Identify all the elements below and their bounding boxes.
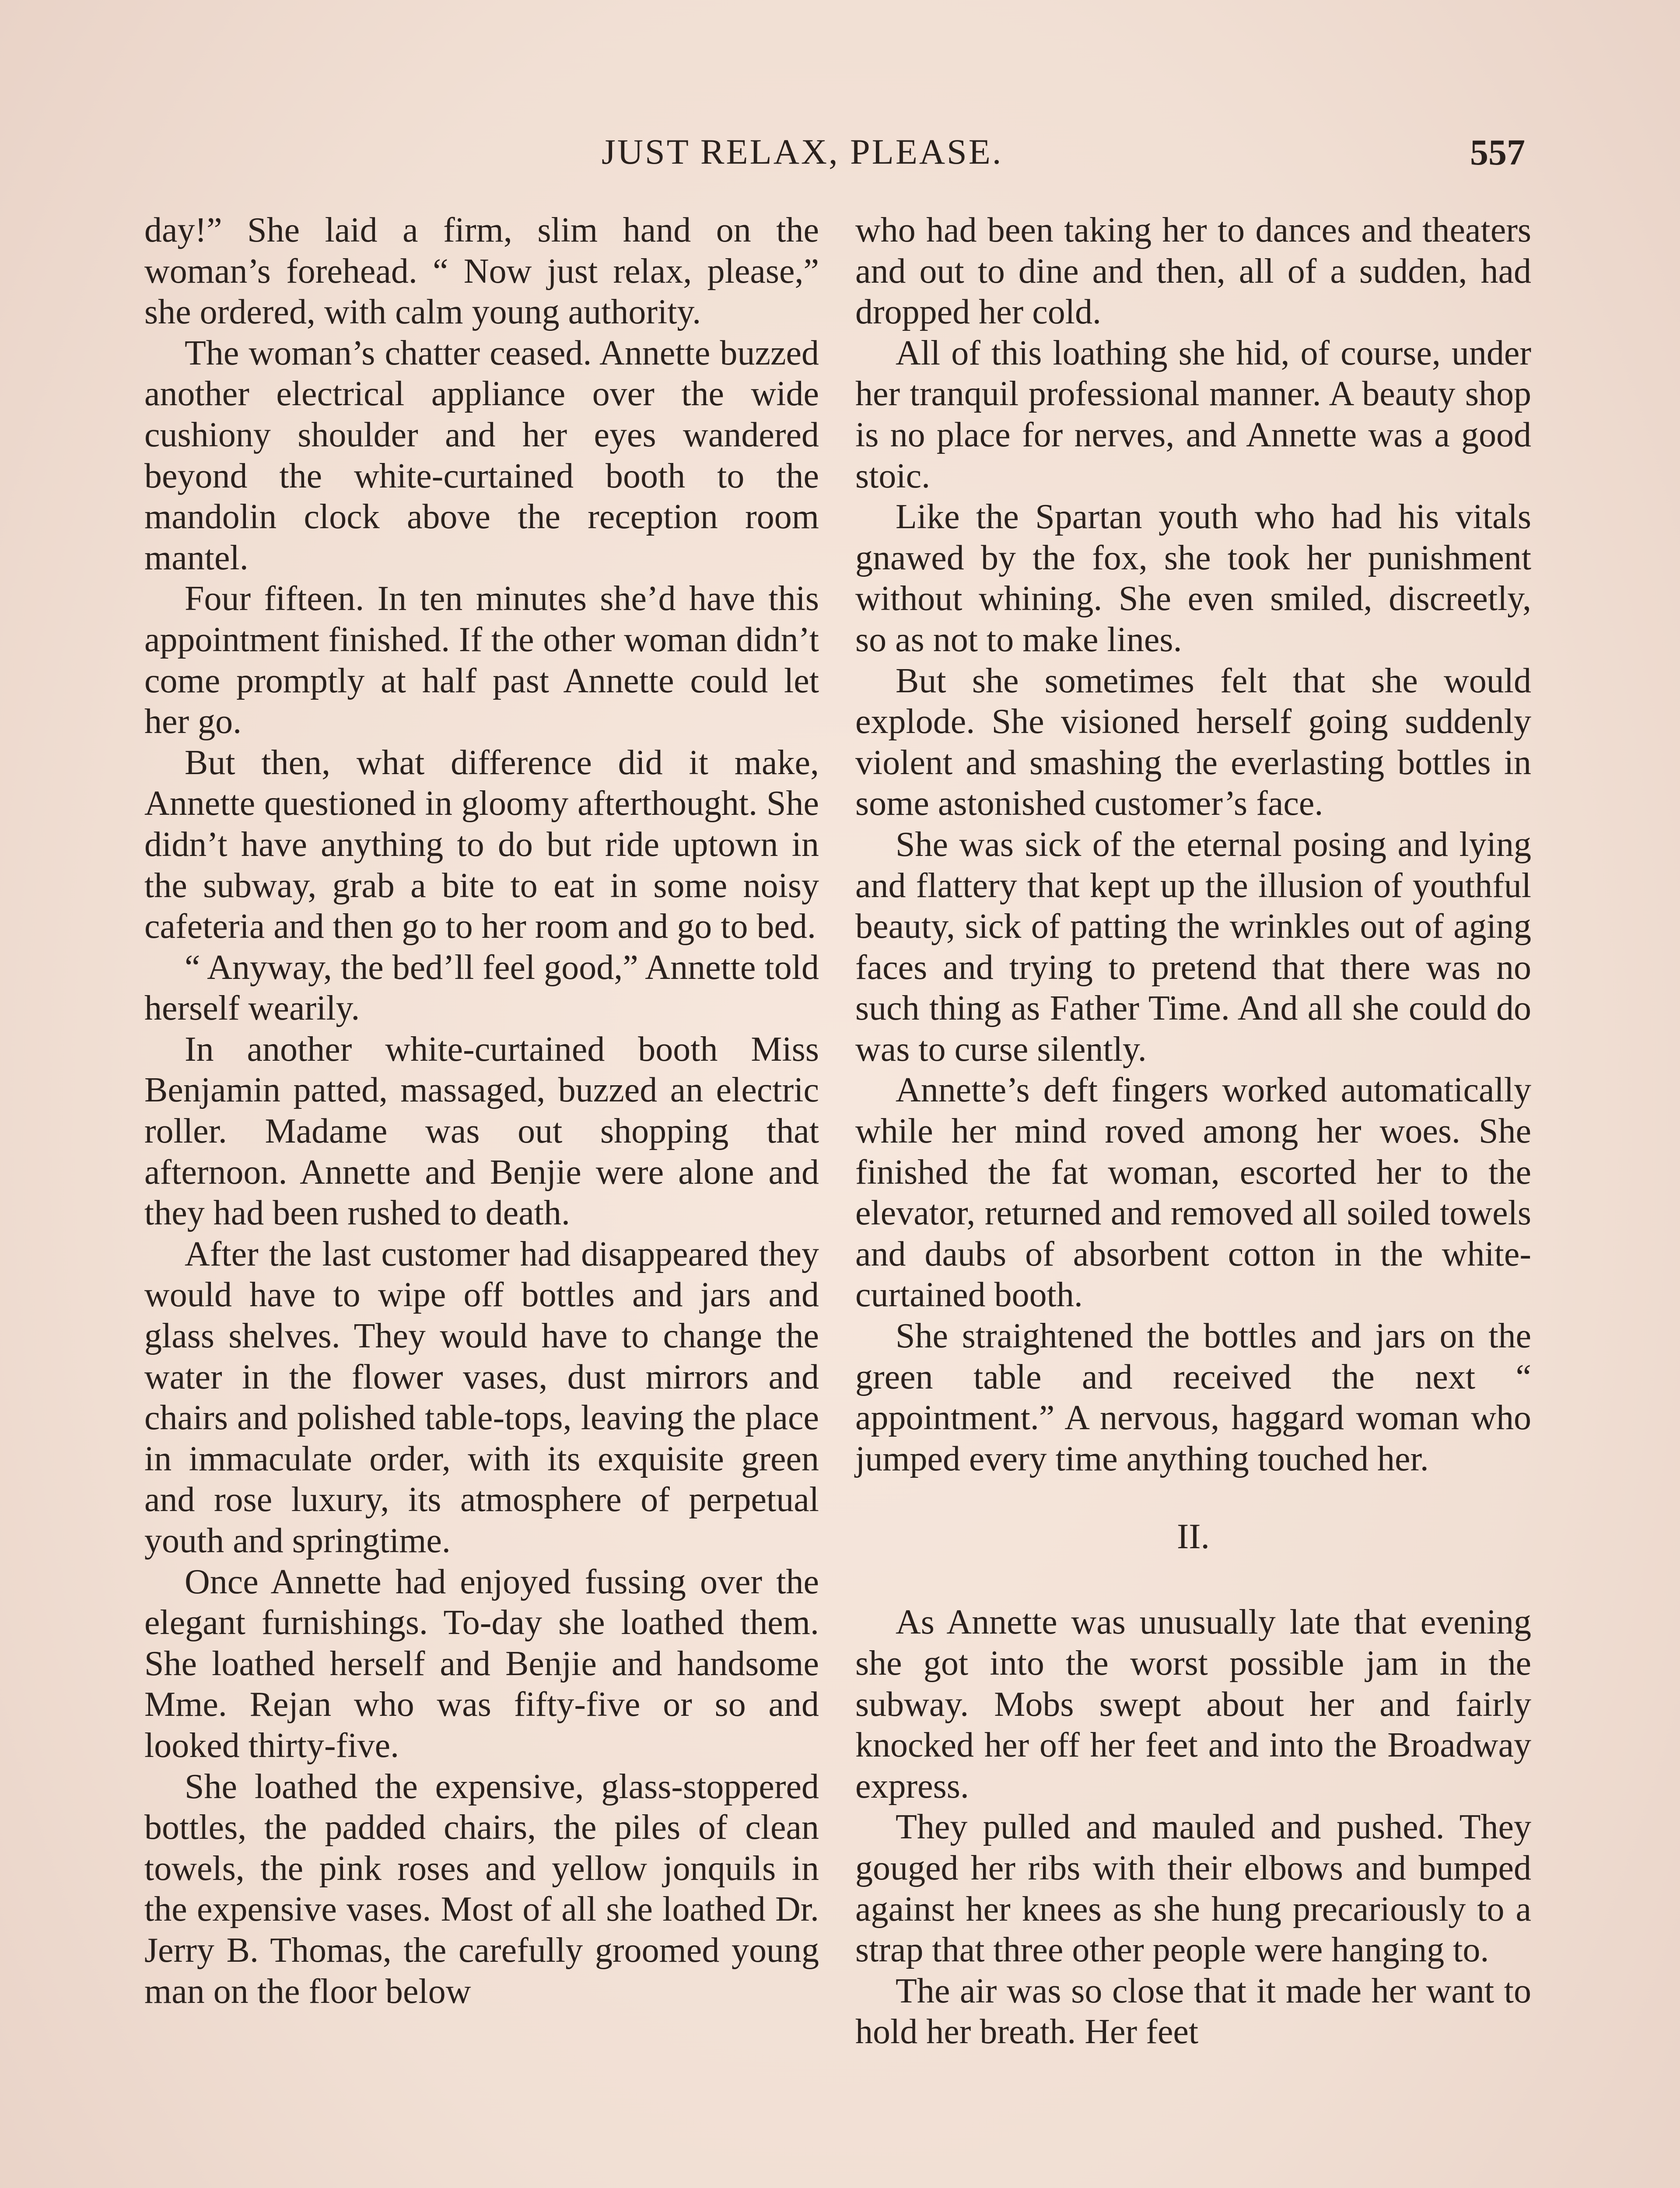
paragraph: Annette’s deft fingers worked automatically while her mind roved among her woes. She finished the fat woman, escorted her to the elevator, returned and removed all soiled towels and daubs of absorbent cotton in the white-curtained booth.	[855, 1071, 1531, 1315]
section-heading: II.	[1176, 1516, 1210, 1557]
paragraph: Once Annette had enjoyed fussing over the elegant furnishings. To-day she loathed them. She loathed herself and Benjie and handsome Mme. Rejan who was fifty-five or so and looked thirty-five.	[144, 1562, 819, 1765]
paragraph: Like the Spartan youth who had his vitals gnawed by the fox, she took her punishment without whining. She even smiled, discreetly, so as not to make lines.	[855, 498, 1531, 659]
paragraph: “ Anyway, the bed’ll feel good,” Annette told herself wearily.	[144, 948, 819, 1028]
paragraph: who had been taking her to dances and theaters and out to dine and then, all of a sudden, had dropped her cold.	[855, 211, 1531, 332]
paragraph: In another white-curtained booth Miss Benjamin patted, massaged, buzzed an electric roller. Madame was out shopping that afternoon. Annette and Benjie were alone and they had been rushed to death.	[144, 1030, 819, 1233]
paragraph: They pulled and mauled and pushed. They gouged her ribs with their elbows and bumped against her knees as she hung precariously to a strap that three other people were hanging to.	[855, 1808, 1531, 1970]
paragraph: But then, what difference did it make, Annette questioned in gloomy afterthought. She didn’t have anything to do but ride uptown in the subway, grab a bite to eat in some noisy cafeteria and then go to her room and go to bed.	[144, 743, 819, 946]
paragraph: She was sick of the eternal posing and lying and flattery that kept up the illusion of youthful beauty, sick of patting the wrinkles out of aging faces and trying to pretend that there was no such thing as Father Time. And all she could do was to curse silently.	[855, 825, 1531, 1069]
paragraph: Four fifteen. In ten minutes she’d have this appointment finished. If the other woman didn’t come promptly at half past Annette could let her go.	[144, 579, 819, 741]
paragraph: The woman’s chatter ceased. Annette buzzed another electrical appliance over the wide cushiony shoulder and her eyes wandered beyond the white-curtained booth to the mandolin clock above the reception room mantel.	[144, 333, 819, 577]
paragraph: She straightened the bottles and jars on the green table and received the next “ appointment.” A nervous, haggard woman who jumped every time anything touched her.	[855, 1317, 1531, 1478]
left-column	[144, 210, 819, 2012]
page-number: 557	[1470, 132, 1525, 173]
paragraph: She loathed the expensive, glass-stoppered bottles, the padded chairs, the piles of clean towels, the pink roses and yellow jonquils in the expensive vases. Most of all she loathed Dr. Jerry B. Thomas, the carefully groomed young man on the floor below	[144, 1767, 819, 2011]
paragraph: All of this loathing she hid, of course, under her tranquil professional manner. A beauty shop is no place for nerves, and Annette was a good stoic.	[855, 333, 1531, 495]
paragraph: After the last customer had disappeared they would have to wipe off bottles and jars and glass shelves. They would have to change the water in the flower vases, dust mirrors and chairs and polished table-tops, leaving the place in immaculate order, with its exquisite green and rose luxury, its atmosphere of perpetual youth and springtime.	[144, 1234, 819, 1560]
running-head: JUST RELAX, PLEASE.	[602, 132, 1003, 172]
paragraph: As Annette was unusually late that evening she got into the worst possible jam in the subway. Mobs swept about her and fairly knocked her off her feet and into the Broadway express.	[855, 1603, 1531, 1806]
right-column	[855, 210, 1531, 2053]
paragraph: The air was so close that it made her want to hold her breath. Her feet	[855, 1971, 1531, 2051]
paragraph: But she sometimes felt that she would explode. She visioned herself going suddenly violent and smashing the everlasting bottles in some astonished customer’s face.	[855, 661, 1531, 823]
paragraph: day!” She laid a firm, slim hand on the woman’s forehead. “ Now just relax, please,” she ordered, with calm young authority.	[144, 211, 819, 332]
